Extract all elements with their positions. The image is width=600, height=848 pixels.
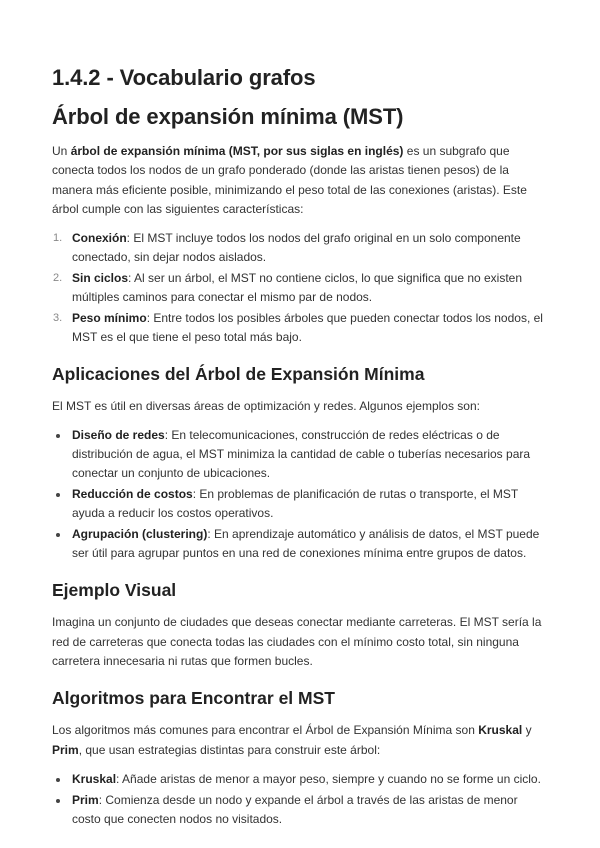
- kruskal-term: Kruskal: [478, 723, 523, 738]
- bullet-icon: [56, 533, 60, 537]
- description: : En aprendizaje automático y análisis de datos, el MST puede ser útil para agrupar puntos en una red de conexiones mínima entre grupos de datos.: [72, 527, 540, 561]
- algorithms-intro: [52, 721, 548, 760]
- term: Diseño de redes: [72, 428, 165, 443]
- applications-heading: Aplicaciones del Árbol de Expansión Mínima: [52, 364, 425, 385]
- description: : El MST incluye todos los nodos del grafo original en un solo componente conectado, sin dejar nodos aislados.: [72, 231, 521, 265]
- term: Agrupación (clustering): [72, 527, 208, 542]
- list-item: [52, 229, 548, 267]
- algorithms-list: [52, 770, 548, 829]
- visual-example-text: Imagina un conjunto de ciudades que deseas conectar mediante carreteras. El MST sería la red de carreteras que conecta todas las ciudades con el mínimo costo total, sin ninguna carretera innecesaria ni rutas que formen bucles.: [52, 615, 542, 669]
- description: : En problemas de planificación de rutas o transporte, el MST ayuda a reducir los costos operativos.: [72, 487, 518, 521]
- list-item: [52, 309, 548, 347]
- page-title: 1.4.2 - Vocabulario grafos: [52, 65, 316, 90]
- description: : En telecomunicaciones, construcción de redes eléctricas o de distribución de agua, el MST minimiza la cantidad de cable o tuberías necesarios para conectar un conjunto de ubicaciones.: [72, 428, 531, 481]
- description: : Comienza desde un nodo y expande el árbol a través de las aristas de menor costo que conecten nodos no visitados.: [72, 792, 518, 826]
- section-title-mst: Árbol de expansión mínima (MST): [52, 104, 404, 129]
- algorithms-intro-prefix: Los algoritmos más comunes para encontrar el Árbol de Expansión Mínima son: [52, 723, 479, 738]
- applications-list: [52, 426, 548, 563]
- term: Reducción de costos: [72, 487, 193, 502]
- description: : Al ser un árbol, el MST no contiene ciclos, lo que significa que no existen múltiples caminos para conectar el mismo par de nodos.: [72, 271, 523, 305]
- bullet-icon: [56, 778, 60, 782]
- list-number: 3.: [53, 312, 63, 325]
- visual-example-heading: Ejemplo Visual: [52, 580, 177, 601]
- term: Prim: [72, 792, 99, 807]
- characteristics-list: [52, 229, 548, 347]
- description: : Añade aristas de menor a mayor peso, siempre y cuando no se forme un ciclo.: [116, 771, 541, 786]
- description: : Entre todos los posibles árboles que pueden conectar todos los nodos, el MST es el que tiene el peso total más bajo.: [72, 311, 543, 345]
- list-item: [52, 426, 548, 483]
- algorithms-heading: Algoritmos para Encontrar el MST: [52, 688, 335, 709]
- list-item: [52, 770, 548, 789]
- list-item: [52, 269, 548, 307]
- prim-term: Prim: [52, 742, 79, 757]
- algorithms-intro-rest: , que usan estrategias distintas para construir este árbol:: [78, 742, 381, 757]
- bullet-icon: [56, 799, 60, 803]
- intro-rest: es un subgrafo que conecta todos los nodos de un grafo ponderado (donde las aristas tienen pesos) de la manera más eficiente posible, minimizando el peso total de las conexiones (aristas). Este árbol cumple con las siguientes características:: [52, 144, 527, 216]
- list-number: 2.: [53, 272, 63, 285]
- list-item: [52, 485, 548, 523]
- bullet-icon: [56, 434, 60, 438]
- list-item: [52, 791, 548, 829]
- list-item: [52, 525, 548, 563]
- list-number: 1.: [53, 232, 63, 245]
- bullet-icon: [56, 493, 60, 497]
- term: Sin ciclos: [72, 271, 129, 286]
- term: Peso mínimo: [72, 311, 147, 326]
- algorithms-intro-and: y: [522, 723, 532, 738]
- term: Kruskal: [72, 771, 117, 786]
- intro-paragraph: [52, 142, 548, 219]
- term: Conexión: [72, 231, 127, 246]
- applications-intro: El MST es útil en diversas áreas de optimización y redes. Algunos ejemplos son:: [52, 399, 480, 414]
- intro-bold-term: árbol de expansión mínima (MST, por sus siglas en inglés): [70, 144, 404, 158]
- intro-prefix: Un: [52, 144, 71, 158]
